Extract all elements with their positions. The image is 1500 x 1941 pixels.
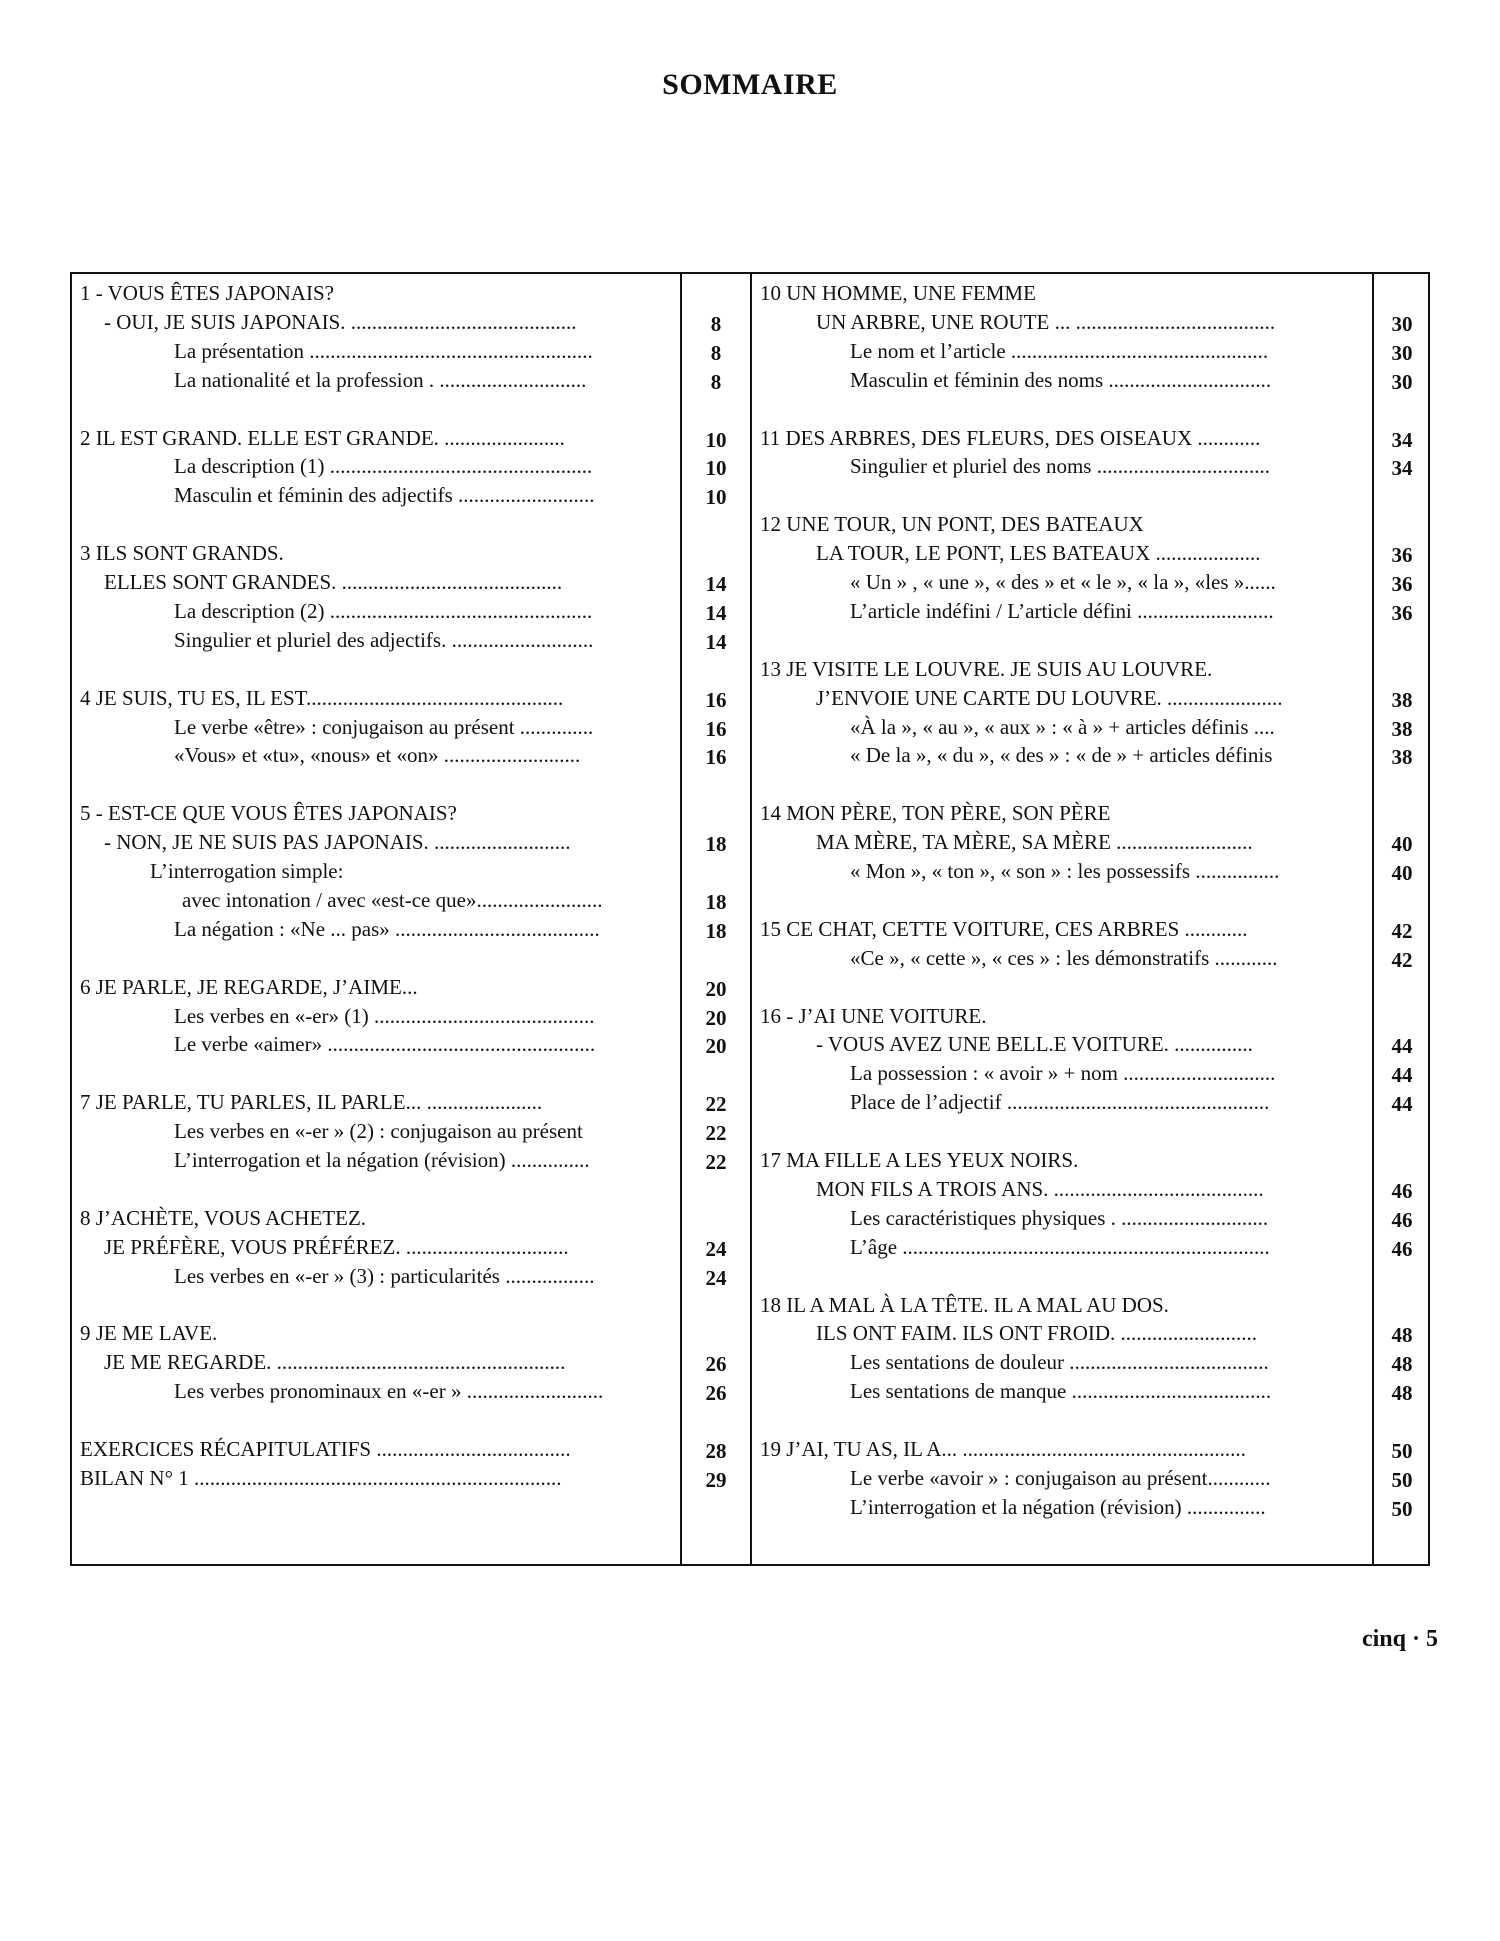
toc-page-number: 8 [710, 340, 722, 365]
toc-page-number: 8 [710, 311, 722, 336]
toc-page-number: 20 [705, 976, 727, 1001]
toc-entry: 16 - J’AI UNE VOITURE. [760, 1003, 987, 1028]
toc-page-number: 16 [705, 745, 727, 770]
toc-entry: BILAN N° 1 ...................................................................... [80, 1465, 562, 1490]
toc-page-number: 36 [1391, 600, 1413, 625]
toc-page-number: 22 [705, 1150, 727, 1174]
toc-entry: ILS ONT FAIM. ILS ONT FROID. .......................... [816, 1321, 1258, 1346]
toc-entry: MA MÈRE, TA MÈRE, SA MÈRE .......................... [816, 830, 1253, 855]
toc-page-number: 26 [705, 1381, 727, 1406]
toc-entry: JE ME REGARDE. ....................................................... [104, 1350, 566, 1375]
toc-entry: L’interrogation et la négation (révision) ............... [174, 1148, 590, 1172]
toc-page-number: 14 [705, 600, 727, 625]
toc-entry: 11 DES ARBRES, DES FLEURS, DES OISEAUX ............ [760, 425, 1261, 450]
toc-entry: - NON, JE NE SUIS PAS JAPONAIS. .......................... [104, 830, 571, 855]
toc-entry: - OUI, JE SUIS JAPONAIS. ........................................... [104, 309, 577, 334]
toc-entry: LA TOUR, LE PONT, LES BATEAUX .................... [816, 541, 1261, 566]
toc-page-number: 10 [705, 427, 727, 452]
toc-entry: 9 JE ME LAVE. [80, 1321, 218, 1346]
toc-page-number: 29 [705, 1467, 727, 1492]
toc-entry: «Vous» et «tu», «nous» et «on» .......................... [174, 743, 581, 768]
toc-entry: Les verbes pronominaux en «-er » .......................... [174, 1379, 604, 1404]
toc-page-number: 34 [1391, 427, 1413, 452]
toc-page-number: 42 [1391, 947, 1413, 972]
toc-entry: Les verbes en «-er » (3) : particularités ................. [174, 1263, 595, 1288]
toc-entry: EXERCICES RÉCAPITULATIFS ..................................... [80, 1437, 571, 1461]
toc-entry: Singulier et pluriel des adjectifs. ........................... [174, 627, 594, 652]
toc-page-number: 44 [1391, 1063, 1413, 1088]
toc-page-number: 46 [1391, 1207, 1413, 1232]
toc-entry: La présentation ...................................................... [174, 338, 593, 363]
toc-entry: Les sentations de douleur ...................................... [850, 1350, 1269, 1375]
toc-entry: ELLES SONT GRANDES. .......................................... [104, 570, 563, 594]
page-title: SOMMAIRE [662, 68, 838, 101]
toc-page-number: 28 [705, 1439, 727, 1463]
toc-entry: 4 JE SUIS, TU ES, IL EST................................................. [80, 685, 564, 710]
toc-entry: 12 UNE TOUR, UN PONT, DES BATEAUX [760, 512, 1144, 537]
toc-page-number: 42 [1391, 918, 1413, 943]
toc-page-number: 26 [705, 1352, 727, 1377]
toc-entry: L’interrogation et la négation (révision) ............... [850, 1494, 1266, 1519]
toc-entry: 8 J’ACHÈTE, VOUS ACHETEZ. [80, 1205, 367, 1230]
toc-page-number: 18 [705, 832, 727, 857]
toc-page-number: 44 [1391, 1092, 1413, 1117]
toc-entry: La description (2) .................................................. [174, 598, 593, 623]
page-number: cinq · 5 [1361, 1626, 1438, 1652]
toc-entry: Le nom et l’article ................................................. [850, 338, 1269, 363]
toc-page-number: 16 [705, 687, 727, 712]
toc-page-number: 38 [1391, 745, 1413, 770]
toc-entry: Place de l’adjectif .................................................. [850, 1090, 1270, 1115]
toc-entry: 10 UN HOMME, UNE FEMME [760, 281, 1036, 305]
toc-entry: 1 - VOUS ÊTES JAPONAIS? [80, 281, 334, 305]
toc-entry: 13 JE VISITE LE LOUVRE. JE SUIS AU LOUVRE. [760, 656, 1213, 681]
toc-page-number: 14 [705, 572, 727, 596]
toc-page-number: 48 [1391, 1323, 1413, 1348]
toc-page-number: 46 [1391, 1178, 1413, 1203]
toc-page-number: 18 [705, 889, 727, 914]
toc-page-number: 50 [1391, 1496, 1413, 1521]
toc-entry: La négation : «Ne ... pas» ....................................... [174, 916, 600, 941]
toc-entry: Le verbe «être» : conjugaison au présent .............. [174, 714, 594, 739]
toc-page-number: 18 [705, 918, 727, 943]
toc-page-number: 30 [1391, 311, 1413, 336]
toc-page-number: 22 [705, 1121, 727, 1146]
toc-entry: - VOUS AVEZ UNE BELL.E VOITURE. ............... [816, 1032, 1253, 1057]
toc-entry: Le verbe «aimer» ................................................... [174, 1032, 596, 1057]
toc-entry: Masculin et féminin des noms ............................... [850, 367, 1272, 392]
toc-entry: 15 CE CHAT, CETTE VOITURE, CES ARBRES ............ [760, 916, 1248, 941]
toc-page-number: 30 [1391, 340, 1413, 365]
toc-entry: «À la », « au », « aux » : « à » + articles définis .... [850, 714, 1275, 739]
toc-entry: Les verbes en «-er » (2) : conjugaison au présent [174, 1119, 583, 1144]
toc-page-number: 48 [1391, 1352, 1413, 1377]
toc-page-number: 34 [1391, 456, 1413, 481]
toc-page-number: 50 [1391, 1439, 1413, 1463]
toc-entry: «Ce », « cette », « ces » : les démonstratifs ............ [850, 945, 1278, 970]
toc-entry: 5 - EST-CE QUE VOUS ÊTES JAPONAIS? [80, 801, 457, 826]
toc-entry: 2 IL EST GRAND. ELLE EST GRANDE. ....................... [80, 425, 565, 450]
toc-page-number: 10 [705, 456, 727, 481]
toc-entry: L’article indéfini / L’article défini .......................... [850, 598, 1274, 623]
toc-page-number: 20 [705, 1005, 727, 1030]
toc-page-number: 16 [705, 716, 727, 741]
toc-page-number: 36 [1391, 543, 1413, 568]
toc-entry: 7 JE PARLE, TU PARLES, IL PARLE... ...................... [80, 1090, 543, 1115]
toc-entry: Les verbes en «-er» (1) .......................................... [174, 1003, 595, 1028]
toc-entry: La nationalité et la profession . ............................ [174, 367, 587, 392]
toc-page-number: 48 [1391, 1381, 1413, 1406]
toc-entry: 19 J’AI, TU AS, IL A... ...................................................... [760, 1437, 1246, 1461]
toc-entry: J’ENVOIE UNE CARTE DU LOUVRE. ...................... [816, 685, 1283, 710]
toc-page-number: 38 [1391, 716, 1413, 741]
toc-entry: 6 JE PARLE, JE REGARDE, J’AIME... [80, 974, 418, 999]
toc-entry: avec intonation / avec «est-ce que»........................ [182, 887, 603, 912]
toc-page-number: 46 [1391, 1236, 1413, 1261]
toc-entry: La possession : « avoir » + nom ............................. [850, 1061, 1276, 1086]
toc-entry: « Mon », « ton », « son » : les possessifs ................ [850, 859, 1280, 883]
toc-page-number: 10 [705, 485, 727, 510]
table-of-contents [70, 272, 1430, 1566]
toc-page-number: 44 [1391, 1034, 1413, 1059]
toc-entry: Singulier et pluriel des noms ................................. [850, 454, 1270, 479]
toc-entry: L’âge ...................................................................... [850, 1234, 1270, 1259]
toc-page-number: 8 [710, 369, 722, 394]
toc-entry: Les sentations de manque ...................................... [850, 1379, 1272, 1404]
toc-entry: « Un » , « une », « des » et « le », « la », «les »...... [850, 570, 1276, 594]
column-divider [750, 274, 752, 1564]
toc-entry: La description (1) .................................................. [174, 454, 593, 479]
toc-entry: Les caractéristiques physiques . ............................ [850, 1205, 1269, 1230]
toc-entry: 17 MA FILLE A LES YEUX NOIRS. [760, 1148, 1079, 1172]
toc-entry: 18 IL A MAL À LA TÊTE. IL A MAL AU DOS. [760, 1292, 1169, 1317]
toc-page-number: 40 [1391, 832, 1413, 857]
toc-entry: Le verbe «avoir » : conjugaison au présent............ [850, 1465, 1271, 1490]
toc-page-number: 50 [1391, 1467, 1413, 1492]
toc-page-number: 22 [705, 1092, 727, 1117]
toc-entry: JE PRÉFÈRE, VOUS PRÉFÉREZ. ............................... [104, 1234, 569, 1259]
toc-entry: L’interrogation simple: [150, 859, 344, 883]
toc-page-number: 38 [1391, 687, 1413, 712]
toc-page-number: 24 [705, 1236, 727, 1261]
toc-page-number: 30 [1391, 369, 1413, 394]
toc-entry: UN ARBRE, UNE ROUTE ... ...................................... [816, 309, 1276, 334]
toc-entry: 3 ILS SONT GRANDS. [80, 541, 284, 566]
toc-page-number: 40 [1391, 861, 1413, 885]
toc-entry: 14 MON PÈRE, TON PÈRE, SON PÈRE [760, 801, 1111, 826]
toc-entry: MON FILS A TROIS ANS. ........................................ [816, 1176, 1264, 1201]
toc-entry: Masculin et féminin des adjectifs .......................... [174, 483, 595, 508]
toc-entry: « De la », « du », « des » : « de » + articles définis [850, 743, 1273, 768]
toc-page-number: 14 [705, 629, 727, 654]
toc-page-number: 36 [1391, 572, 1413, 596]
toc-page-number: 20 [705, 1034, 727, 1059]
toc-page-number: 24 [705, 1265, 727, 1290]
